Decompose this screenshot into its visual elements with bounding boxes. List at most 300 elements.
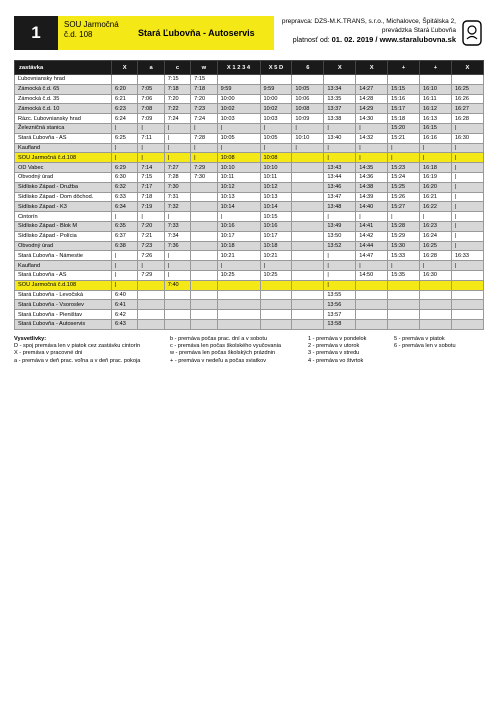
- legend-item: 2 - premáva v utorok: [308, 343, 360, 350]
- departure-time: 14:39: [356, 192, 388, 202]
- table-row: [15, 75, 484, 85]
- departure-time: 10:17: [217, 231, 260, 241]
- departure-time: 6:21: [112, 94, 138, 104]
- table-row: [15, 133, 484, 143]
- stop-name: Sídlisko Západ - Polícia: [15, 231, 112, 241]
- departure-time: 15:24: [388, 172, 420, 182]
- table-row: [15, 172, 484, 182]
- departure-time: 7:24: [191, 114, 217, 124]
- stop-name: Obvodný úrad: [15, 172, 112, 182]
- destination-stop: Stará Ľubovňa - Autoservis: [124, 16, 274, 50]
- stop-name: Kaufland: [15, 143, 112, 153]
- legend-item: c - premáva len počas školského vyučovania: [170, 343, 281, 350]
- departure-time: [191, 182, 217, 192]
- departure-time: [164, 290, 190, 300]
- departure-time: [292, 310, 324, 320]
- departure-time: 15:18: [388, 114, 420, 124]
- departure-time: 7:15: [138, 172, 164, 182]
- departure-time: 10:09: [292, 114, 324, 124]
- departure-time: |: [112, 212, 138, 222]
- departure-time: 7:19: [138, 202, 164, 212]
- departure-time: [292, 300, 324, 310]
- departure-time: 7:20: [138, 221, 164, 231]
- departure-time: 14:32: [356, 133, 388, 143]
- departure-time: [191, 319, 217, 329]
- departure-time: 16:13: [420, 114, 452, 124]
- column-header-trip: X 5 D: [260, 61, 292, 75]
- table-row: [15, 202, 484, 212]
- table-row: [15, 192, 484, 202]
- departure-time: [451, 270, 483, 280]
- column-header-trip: c: [164, 61, 190, 75]
- departure-time: [292, 212, 324, 222]
- origin-stop: SOU Jarmočná č.d. 108: [58, 16, 124, 50]
- departure-time: 16:24: [420, 231, 452, 241]
- departure-time: 7:23: [138, 241, 164, 251]
- departure-time: |: [217, 261, 260, 271]
- departure-time: 16:19: [420, 172, 452, 182]
- departure-time: 15:15: [388, 84, 420, 94]
- departure-time: |: [324, 153, 356, 163]
- departure-time: |: [138, 261, 164, 271]
- column-header-trip: w: [191, 61, 217, 75]
- departure-time: |: [191, 143, 217, 153]
- table-row: [15, 123, 484, 133]
- stop-name: Obvodný úrad: [15, 241, 112, 251]
- departure-time: |: [112, 251, 138, 261]
- departure-time: |: [324, 123, 356, 133]
- departure-time: 7:27: [164, 163, 190, 173]
- departure-time: 7:34: [164, 231, 190, 241]
- departure-time: |: [356, 123, 388, 133]
- stop-name: SOU Jarmočná č.d.108: [15, 280, 112, 290]
- departure-time: 16:25: [451, 84, 483, 94]
- stop-name: Sídlisko Západ - Dom dôchod.: [15, 192, 112, 202]
- departure-time: |: [138, 153, 164, 163]
- departure-time: 10:03: [260, 114, 292, 124]
- departure-time: [292, 270, 324, 280]
- departure-time: [292, 221, 324, 231]
- column-header-trip: 6: [292, 61, 324, 75]
- departure-time: |: [112, 270, 138, 280]
- departure-time: [388, 319, 420, 329]
- departure-time: 10:14: [260, 202, 292, 212]
- departure-time: 6:37: [112, 231, 138, 241]
- departure-time: |: [260, 261, 292, 271]
- departure-time: [356, 310, 388, 320]
- departure-time: 6:43: [112, 319, 138, 329]
- departure-time: [191, 221, 217, 231]
- departure-time: [451, 280, 483, 290]
- departure-time: 10:08: [217, 153, 260, 163]
- departure-time: [191, 310, 217, 320]
- stop-name: SOU Jarmočná č.d.108: [15, 153, 112, 163]
- departure-time: 10:25: [260, 270, 292, 280]
- departure-time: [260, 75, 292, 85]
- departure-time: 16:30: [420, 270, 452, 280]
- departure-time: 6:20: [112, 84, 138, 94]
- departure-time: 10:21: [260, 251, 292, 261]
- departure-time: [138, 280, 164, 290]
- column-header-trip: X 1 2 3 4: [217, 61, 260, 75]
- legend-item: D - spoj premáva len v piatok cez zastávku cintorín: [14, 343, 141, 350]
- departure-time: [292, 319, 324, 329]
- departure-time: |: [451, 123, 483, 133]
- departure-time: 13:44: [324, 172, 356, 182]
- departure-time: 16:33: [451, 251, 483, 261]
- departure-time: |: [138, 123, 164, 133]
- stop-name: Kaufland: [15, 261, 112, 271]
- departure-time: [191, 270, 217, 280]
- legend-item: 3 - premáva v stredu: [308, 350, 360, 357]
- departure-time: 10:03: [217, 114, 260, 124]
- departure-time: |: [138, 143, 164, 153]
- table-row: [15, 212, 484, 222]
- stop-name: Cintorín: [15, 212, 112, 222]
- departure-time: 7:18: [191, 84, 217, 94]
- departure-time: [191, 202, 217, 212]
- departure-time: 16:28: [420, 251, 452, 261]
- departure-time: |: [451, 192, 483, 202]
- departure-time: [292, 172, 324, 182]
- departure-time: 7:24: [164, 114, 190, 124]
- departure-time: 7:30: [191, 172, 217, 182]
- departure-time: |: [388, 143, 420, 153]
- departure-time: [217, 319, 260, 329]
- departure-time: 7:15: [191, 75, 217, 85]
- departure-time: 10:10: [292, 133, 324, 143]
- departure-time: |: [164, 251, 190, 261]
- departure-time: 6:25: [112, 133, 138, 143]
- stop-name: Sídlisko Západ - K3: [15, 202, 112, 212]
- line-number: 1: [14, 16, 58, 50]
- departure-time: [292, 231, 324, 241]
- departure-time: 16:27: [451, 104, 483, 114]
- departure-time: |: [324, 270, 356, 280]
- departure-time: [356, 300, 388, 310]
- departure-time: [138, 310, 164, 320]
- departure-time: 6:24: [112, 114, 138, 124]
- departure-time: 10:00: [260, 94, 292, 104]
- departure-time: 6:42: [112, 310, 138, 320]
- table-row: [15, 300, 484, 310]
- departure-time: 13:46: [324, 182, 356, 192]
- departure-time: [388, 280, 420, 290]
- departure-time: 13:58: [324, 319, 356, 329]
- departure-time: 14:28: [356, 94, 388, 104]
- departure-time: 7:06: [138, 94, 164, 104]
- departure-time: |: [451, 163, 483, 173]
- departure-time: |: [164, 153, 190, 163]
- departure-time: [191, 290, 217, 300]
- departure-time: 10:14: [217, 202, 260, 212]
- departure-time: 14:47: [356, 251, 388, 261]
- departure-time: 14:29: [356, 104, 388, 114]
- departure-time: 16:26: [451, 94, 483, 104]
- departure-time: 14:42: [356, 231, 388, 241]
- stop-name: Stará Ľubovňa - Námestie: [15, 251, 112, 261]
- departure-time: |: [451, 172, 483, 182]
- departure-time: 10:08: [260, 153, 292, 163]
- departure-time: |: [217, 123, 260, 133]
- table-row: [15, 270, 484, 280]
- departure-time: 16:22: [420, 202, 452, 212]
- departure-time: [191, 251, 217, 261]
- departure-time: 10:25: [217, 270, 260, 280]
- departure-time: 7:11: [138, 133, 164, 143]
- departure-time: 14:38: [356, 182, 388, 192]
- departure-time: [420, 280, 452, 290]
- table-row: [15, 143, 484, 153]
- departure-time: [191, 280, 217, 290]
- departure-time: 13:55: [324, 290, 356, 300]
- departure-time: 10:06: [292, 94, 324, 104]
- departure-time: |: [356, 261, 388, 271]
- departure-time: 16:21: [420, 192, 452, 202]
- departure-time: |: [324, 251, 356, 261]
- stop-name: Rázc. Ľubovniansky hrad: [15, 114, 112, 124]
- departure-time: 15:17: [388, 104, 420, 114]
- timetable: [14, 60, 484, 330]
- stop-name: Stará Ľubovňa - Autoservis: [15, 319, 112, 329]
- departure-time: 10:11: [260, 172, 292, 182]
- departure-time: 13:50: [324, 231, 356, 241]
- departure-time: 7:08: [138, 104, 164, 114]
- departure-time: 9:59: [217, 84, 260, 94]
- departure-time: [292, 163, 324, 173]
- departure-time: [217, 280, 260, 290]
- departure-time: 7:17: [138, 182, 164, 192]
- departure-time: 10:18: [217, 241, 260, 251]
- departure-time: 10:05: [292, 84, 324, 94]
- departure-time: [138, 319, 164, 329]
- departure-time: 16:11: [420, 94, 452, 104]
- departure-time: |: [420, 212, 452, 222]
- departure-time: 7:22: [164, 104, 190, 114]
- departure-time: [420, 319, 452, 329]
- stop-name: Zámocká č.d. 10: [15, 104, 112, 114]
- departure-time: |: [420, 143, 452, 153]
- legend-item: a - premáva v deň prac. voľna a v deň prac. pokoja: [14, 357, 141, 364]
- departure-time: 10:16: [217, 221, 260, 231]
- departure-time: |: [451, 221, 483, 231]
- departure-time: 15:16: [388, 94, 420, 104]
- departure-time: [260, 280, 292, 290]
- departure-time: 13:38: [324, 114, 356, 124]
- departure-time: 10:21: [217, 251, 260, 261]
- table-row: [15, 251, 484, 261]
- departure-time: 7:29: [191, 163, 217, 173]
- legend: [14, 336, 484, 365]
- departure-time: |: [420, 153, 452, 163]
- departure-time: 7:21: [138, 231, 164, 241]
- departure-time: |: [324, 143, 356, 153]
- departure-time: 10:02: [260, 104, 292, 114]
- departure-time: 16:18: [420, 163, 452, 173]
- departure-time: [292, 153, 324, 163]
- legend-item: w - premáva len počas školských prázdnin: [170, 350, 276, 357]
- departure-time: 13:57: [324, 310, 356, 320]
- departure-time: [292, 202, 324, 212]
- departure-time: 7:14: [138, 163, 164, 173]
- departure-time: 15:29: [388, 231, 420, 241]
- departure-time: 16:12: [420, 104, 452, 114]
- departure-time: |: [420, 261, 452, 271]
- departure-time: [191, 241, 217, 251]
- departure-time: [217, 75, 260, 85]
- departure-time: |: [164, 133, 190, 143]
- departure-time: [260, 319, 292, 329]
- departure-time: |: [451, 153, 483, 163]
- departure-time: [451, 290, 483, 300]
- stop-name: Zámocká č.d. 35: [15, 94, 112, 104]
- departure-time: 16:28: [451, 114, 483, 124]
- departure-time: 16:23: [420, 221, 452, 231]
- departure-time: |: [260, 123, 292, 133]
- departure-time: 6:32: [112, 182, 138, 192]
- departure-time: 10:12: [260, 182, 292, 192]
- departure-time: |: [112, 143, 138, 153]
- timetable-header: [14, 16, 482, 50]
- column-header-stop: zastávka: [15, 61, 112, 75]
- table-row: [15, 221, 484, 231]
- departure-time: [138, 300, 164, 310]
- departure-time: 7:18: [164, 84, 190, 94]
- departure-time: 16:30: [451, 133, 483, 143]
- departure-time: |: [451, 182, 483, 192]
- departure-time: [356, 280, 388, 290]
- departure-time: |: [388, 153, 420, 163]
- departure-time: |: [356, 153, 388, 163]
- legend-item: + - premáva v nedeľu a počas sviatkov: [170, 357, 266, 364]
- departure-time: 13:56: [324, 300, 356, 310]
- departure-time: 10:02: [217, 104, 260, 114]
- departure-time: |: [164, 212, 190, 222]
- departure-time: 10:00: [217, 94, 260, 104]
- departure-time: [138, 75, 164, 85]
- departure-time: 15:28: [388, 221, 420, 231]
- departure-time: 15:26: [388, 192, 420, 202]
- departure-time: [191, 300, 217, 310]
- departure-time: 7:40: [164, 280, 190, 290]
- departure-time: [260, 300, 292, 310]
- table-row: [15, 231, 484, 241]
- departure-time: 13:34: [324, 84, 356, 94]
- departure-time: 15:33: [388, 251, 420, 261]
- departure-time: 15:35: [388, 270, 420, 280]
- departure-time: [356, 319, 388, 329]
- departure-time: [292, 261, 324, 271]
- departure-time: |: [451, 143, 483, 153]
- departure-time: [420, 290, 452, 300]
- departure-time: 6:38: [112, 241, 138, 251]
- departure-time: |: [164, 123, 190, 133]
- departure-time: [292, 241, 324, 251]
- departure-time: |: [356, 212, 388, 222]
- table-row: [15, 182, 484, 192]
- departure-time: 13:48: [324, 202, 356, 212]
- departure-time: |: [388, 261, 420, 271]
- departure-time: |: [138, 212, 164, 222]
- departure-time: 6:34: [112, 202, 138, 212]
- departure-time: [217, 310, 260, 320]
- table-row: [15, 153, 484, 163]
- validity-value: 01. 02. 2019 / www.staralubovna.sk: [331, 35, 456, 44]
- departure-time: 14:44: [356, 241, 388, 251]
- departure-time: [164, 300, 190, 310]
- stop-name: Sídlisko Západ - Družba: [15, 182, 112, 192]
- carrier-name: prepravca: DZS-M.K.TRANS, s.r.o., Michalovce, Špitálska 2,: [281, 18, 456, 25]
- departure-time: [420, 75, 452, 85]
- departure-time: 7:18: [138, 192, 164, 202]
- departure-time: 10:17: [260, 231, 292, 241]
- table-row: [15, 261, 484, 271]
- departure-time: 7:33: [164, 221, 190, 231]
- departure-time: 14:27: [356, 84, 388, 94]
- departure-time: 16:10: [420, 84, 452, 94]
- table-row: [15, 319, 484, 329]
- departure-time: |: [112, 123, 138, 133]
- departure-time: 13:35: [324, 94, 356, 104]
- departure-time: [191, 261, 217, 271]
- legend-item: 4 - premáva vo štvrtok: [308, 357, 364, 364]
- table-row: [15, 94, 484, 104]
- departure-time: 13:40: [324, 133, 356, 143]
- departure-time: [191, 192, 217, 202]
- departure-time: [292, 192, 324, 202]
- legend-item: 1 - premáva v pondelok: [308, 336, 367, 342]
- departure-time: 16:20: [420, 182, 452, 192]
- stop-name: Sídlisko Západ - Blok M: [15, 221, 112, 231]
- departure-time: 7:26: [138, 251, 164, 261]
- departure-time: 13:43: [324, 163, 356, 173]
- departure-time: 7:30: [164, 182, 190, 192]
- departure-time: 7:28: [164, 172, 190, 182]
- departure-time: 7:36: [164, 241, 190, 251]
- departure-time: 6:33: [112, 192, 138, 202]
- departure-time: 6:23: [112, 104, 138, 114]
- table-row: [15, 280, 484, 290]
- departure-time: 7:20: [191, 94, 217, 104]
- departure-time: [260, 290, 292, 300]
- departure-time: 14:50: [356, 270, 388, 280]
- departure-time: [420, 300, 452, 310]
- departure-time: [356, 75, 388, 85]
- departure-time: 10:13: [260, 192, 292, 202]
- departure-time: 15:21: [388, 133, 420, 143]
- departure-time: 14:41: [356, 221, 388, 231]
- stop-name: Ľubovniansky hrad: [15, 75, 112, 85]
- legend-item: b - premáva počas prac. dní a v sobotu: [170, 336, 268, 342]
- departure-time: |: [324, 280, 356, 290]
- column-header-trip: +: [420, 61, 452, 75]
- legend-title: Vysvetlivky:: [14, 336, 47, 342]
- departure-time: 6:30: [112, 172, 138, 182]
- column-header-trip: X: [324, 61, 356, 75]
- departure-time: |: [217, 212, 260, 222]
- stop-name: Stará Ľubovňa - AS: [15, 133, 112, 143]
- carrier-branch: prevádzka Stará Ľubovňa: [381, 27, 456, 34]
- departure-time: |: [112, 153, 138, 163]
- departure-time: |: [164, 261, 190, 271]
- departure-time: |: [260, 143, 292, 153]
- departure-time: 10:18: [260, 241, 292, 251]
- departure-time: 10:12: [217, 182, 260, 192]
- departure-time: |: [451, 261, 483, 271]
- departure-time: |: [451, 231, 483, 241]
- departure-time: [164, 319, 190, 329]
- departure-time: |: [292, 123, 324, 133]
